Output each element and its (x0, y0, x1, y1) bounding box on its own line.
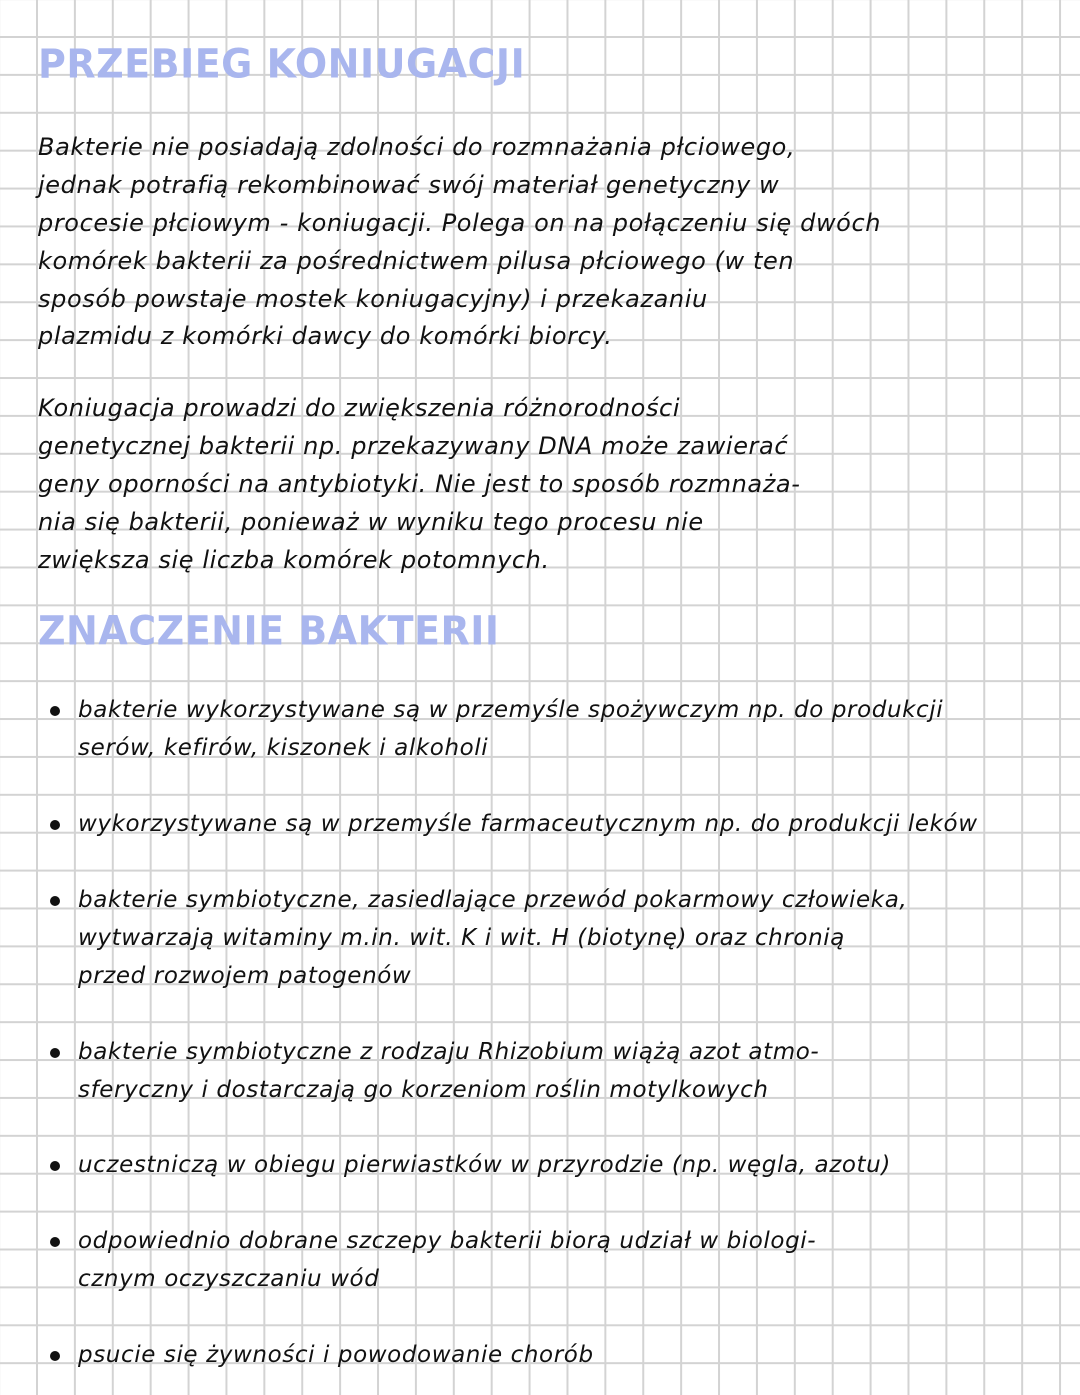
bullet-icon (50, 706, 60, 716)
text-line: wykorzystywane są w przemyśle farmaceutycznym np. do produkcji leków (78, 811, 978, 837)
text-line: Koniugacja prowadzi do zwiększenia różnorodności (38, 394, 681, 422)
bullet-icon (50, 896, 60, 906)
text-line: serów, kefirów, kiszonek i alkoholi (78, 734, 489, 761)
text-line: Bakterie nie posiadają zdolności do rozmnażania płciowego, (38, 133, 796, 161)
bullet-icon (50, 820, 60, 830)
text-line: jednak potrafią rekombinować swój materiał genetyczny w (38, 170, 780, 199)
text-line: genetycznej bakterii np. przekazywany DNA może zawierać (38, 431, 789, 460)
text-line: nia się bakterii, ponieważ w wyniku tego procesu nie (38, 507, 704, 536)
text-line: odpowiednio dobrane szczepy bakterii biorą udział w biologi- (78, 1228, 817, 1254)
text-line: psucie się żywności i powodowanie chorób (78, 1342, 594, 1368)
text-line: bakterie symbiotyczne z rodzaju Rhizobium wiążą azot atmo- (78, 1039, 820, 1065)
text-line: cznym oczyszczaniu wód (78, 1265, 380, 1292)
text-line: uczestniczą w obiegu pierwiastków w przyrodzie (np. węgla, azotu) (78, 1152, 891, 1178)
paragraph-conjugation-significance (38, 390, 1048, 579)
bullet-icon (50, 1237, 60, 1247)
bullet-icon (50, 1048, 60, 1058)
text-line: przed rozwojem patogenów (78, 962, 412, 989)
paragraph-conjugation-process (38, 129, 1048, 356)
text-line: sposób powstaje mostek koniugacyjny) i przekazaniu (38, 284, 708, 313)
section-title-importance: ZNACZENIE BAKTERII (38, 607, 500, 655)
bullet-icon (50, 1351, 60, 1361)
section-title-conjugation: PRZEBIEG KONIUGACJI (38, 40, 526, 88)
text-line: zwiększa się liczba komórek potomnych. (38, 545, 550, 574)
text-line: bakterie wykorzystywane są w przemyśle spożywczym np. do produkcji (78, 697, 944, 723)
text-line: procesie płciowym - koniugacji. Polega on na połączeniu się dwóch (38, 208, 882, 237)
text-line: geny oporności na antybiotyki. Nie jest to sposób rozmnaża- (38, 469, 801, 498)
bullet-icon (50, 1161, 60, 1171)
text-line: sferyczny i dostarczają go korzeniom roślin motylkowych (78, 1076, 769, 1103)
text-line: bakterie symbiotyczne, zasiedlające przewód pokarmowy człowieka, (78, 887, 908, 913)
text-line: wytwarzają witaminy m.in. wit. K i wit. H (biotynę) oraz chronią (78, 924, 845, 951)
text-line: plazmidu z komórki dawcy do komórki biorcy. (38, 322, 613, 351)
text-line: komórek bakterii za pośrednictwem pilusa płciowego (w ten (38, 246, 795, 275)
